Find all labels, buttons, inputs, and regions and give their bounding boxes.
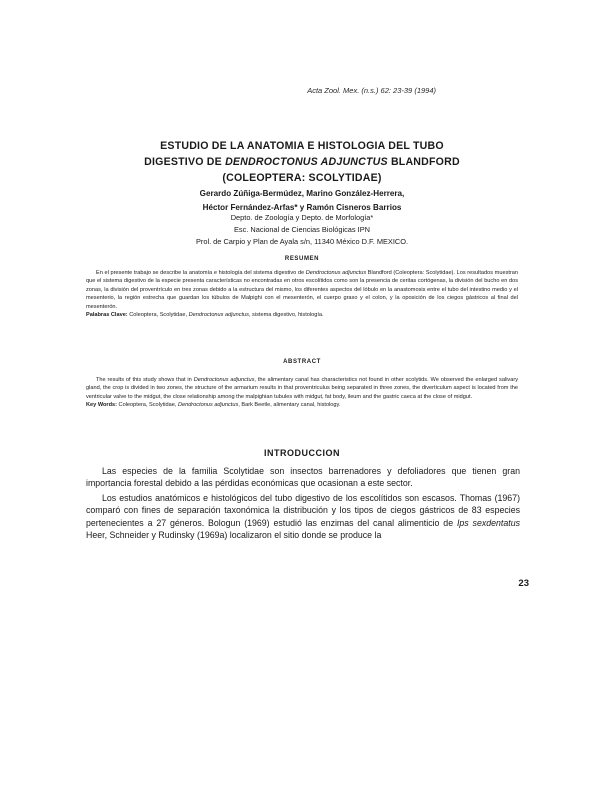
intro-paragraph-2-pre: Los estudios anatómicos e histológicos del tubo digestivo de los escolítidos son escasos. Thomas (1967) comparó con fines de separación taxonómica la distribución y los tipos de ciegos gástricos de 83 especies pertenecientes a 27 géneros. Bologun (1969) estudió las enzimas del canal alimenticio de (86, 492, 520, 528)
title-line-2-post: BLANDFORD (387, 156, 460, 168)
intro-paragraph-2-post: Heer, Schneider y Rudinsky (1969a) localizaron el sitio donde se produce la (86, 530, 382, 541)
paper-title (90, 138, 514, 186)
resumen-heading: RESUMEN (284, 256, 320, 262)
journal-citation: Acta Zool. Mex. (n.s.) 62: 23-39 (1994) (307, 86, 436, 95)
intro-paragraph-1: Las especies de la familia Scolytidae son insectos barrenadores y defoliadores que tienen gran importancia forestal debido a las pérdidas económicas que ocasionan a este sector. (86, 466, 520, 489)
resumen-keywords-pre: Coleoptera, Scolytidae, (127, 312, 189, 319)
resumen-text (86, 269, 518, 311)
affiliation-line-2: Esc. Nacional de Ciencias Biológicas IPN (234, 225, 370, 235)
affiliation-line-1: Depto. de Zoología y Depto. de Morfología* (230, 213, 374, 222)
title-line-2 (90, 154, 514, 170)
resumen-species: Dendroctonus adjunctus (305, 270, 367, 276)
title-line-3: (COLEOPTERA: SCOLYTIDAE) (222, 172, 382, 184)
abstract-keywords-label: Key Words: (86, 402, 117, 409)
authors-line-2: Héctor Fernández-Arfas* y Ramón Cisneros Barrios (202, 203, 402, 212)
introduccion-body (86, 465, 520, 543)
affiliation-line-3: Prol. de Carpio y Plan de Ayala s/n, 11340 México D.F. MEXICO. (195, 237, 409, 247)
abstract-text (86, 376, 518, 401)
abstract-heading: ABSTRACT (283, 359, 321, 365)
authors-line-1: Gerardo Zúñiga-Bermúdez, Marino González-Herrera, (199, 189, 405, 198)
intro-species: Ips sexdentatus (456, 517, 520, 528)
page-number: 23 (518, 578, 529, 589)
author-list (90, 187, 514, 215)
resumen-keywords-species: Dendroctonus adjunctus (188, 312, 249, 319)
abstract-text-post: , the alimentary canal has characteristics not found in other scolytids. We observed the enlarged salivary gland, the crop is divided in two zones, the structure of the armarium results in that proventriculus being separated in three zones, the diverticulum aspect is located from the ventricular valve to the midgut, the close relationship among the malpighian tubules with midgut, fat body, ileum and the gastric caeca at the close of midgut. (86, 377, 519, 400)
resumen-block (86, 269, 518, 319)
abstract-keywords-post: , Bark Beetle, alimentary canal, histology. (238, 402, 341, 409)
abstract-species: Dendroctonus adjunctus (193, 377, 255, 383)
resumen-keywords (86, 311, 518, 319)
resumen-keywords-post: , sistema digestivo, histología. (248, 312, 324, 319)
resumen-text-pre: En el presente trabajo se describe la anatomía e histología del sistema digestivo de (96, 270, 306, 276)
abstract-keywords-pre: Coleoptera, Scolytidae, (116, 402, 178, 409)
title-line-1: ESTUDIO DE LA ANATOMIA E HISTOLOGIA DEL TUBO (160, 140, 444, 152)
abstract-keywords-species: Dendroctonus adjunctus (177, 402, 239, 409)
abstract-block (86, 376, 518, 410)
resumen-keywords-label: Palabras Clave: (86, 312, 128, 319)
introduccion-heading: INTRODUCCION (264, 448, 340, 458)
title-species-name: DENDROCTONUS ADJUNCTUS (225, 156, 388, 168)
resumen-text-post: Blandford (Coleoptera: Scolytidae). Los resultados muestran que el sistema digestivo de la especie presenta características no encontradas en otros escolítidos como son la presencia de ceritas cortógenas, la división del bucho en dos zonas, la división del proventrículo en tres zonas debido a la estructura del mismo, los diferentes aspectos del lóbulo en la anastomosis entre el tubo del intestino medio y el mesenterio, la región estrecha que guardan los túbulos de Malpighi con el mesenterón, el cuerpo graso y el colon, y la oposición de los ciegos gástricos al final del mesenterón. (86, 270, 519, 310)
intro-paragraph-2 (86, 492, 520, 542)
abstract-keywords (86, 401, 518, 409)
affiliation (90, 212, 514, 249)
title-line-2-pre: DIGESTIVO DE (144, 156, 226, 168)
abstract-text-pre: The results of this study shows that in (96, 377, 194, 383)
